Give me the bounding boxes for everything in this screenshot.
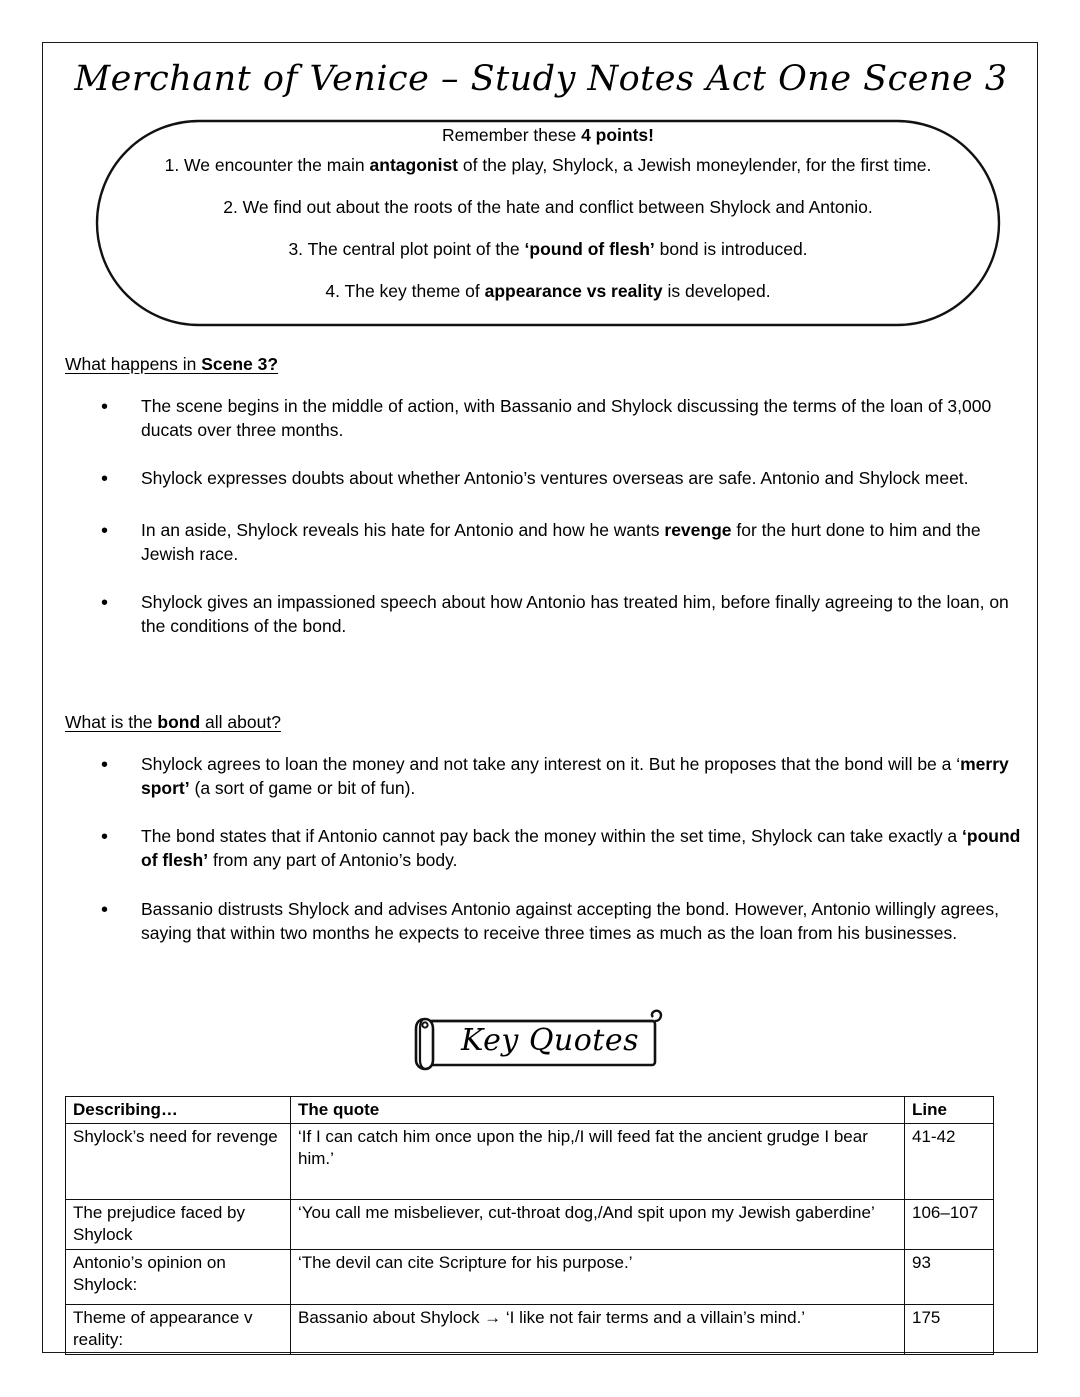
bullet-dot-icon: • (101, 826, 109, 849)
page-title: Merchant of Venice – Study Notes Act One Scene 3 (74, 59, 1008, 99)
page-border (42, 42, 1038, 1353)
callout-point-1: 1. We encounter the main antagonist of the play, Shylock, a Jewish moneylender, for the first time. (164, 155, 932, 175)
bullet-dot-icon: • (101, 898, 109, 921)
callout-heading-bold: 4 points! (581, 125, 654, 145)
list-item (93, 466, 1025, 494)
bullet-dot-icon: • (101, 519, 109, 542)
list-item-text: Shylock agrees to loan the money and not take any interest on it. But he proposes that the bond will be a ‘merry sport’ (a sort of game or bit of fun). (141, 754, 1009, 799)
callout-content (95, 119, 1001, 327)
callout-point-3: 3. The central plot point of the ‘pound of flesh’ bond is introduced. (288, 239, 808, 259)
cell-describing: The prejudice faced by Shylock (66, 1199, 291, 1249)
page-content (43, 43, 1039, 1354)
callout-point-4: 4. The key theme of appearance vs reality is developed. (325, 281, 771, 301)
cell-quote: Bassanio about Shylock → ‘I like not fair terms and a villain’s mind.’ (291, 1304, 905, 1354)
remember-points-callout (95, 119, 1001, 327)
cell-describing: Antonio’s opinion on Shylock: (66, 1249, 291, 1304)
key-quotes-banner (412, 1008, 672, 1074)
bullet-dot-icon: • (101, 396, 109, 418)
table-row (66, 1304, 994, 1354)
table-row (66, 1123, 994, 1199)
scene-summary-bullet-list (93, 394, 1025, 638)
table-row (66, 1249, 994, 1304)
table-row (66, 1199, 994, 1249)
list-item-text: Shylock gives an impassioned speech about how Antonio has treated him, before finally agreeing to the loan, on the conditions of the bond. (141, 592, 1009, 637)
column-header-quote: The quote (291, 1097, 905, 1124)
banner-label: Key Quotes (460, 1022, 640, 1058)
section-heading-bond: What is the bond all about? (65, 712, 281, 732)
list-item (93, 824, 1025, 872)
table-header-row (66, 1097, 994, 1124)
list-item-text: In an aside, Shylock reveals his hate for Antonio and how he wants revenge for the hurt done to him and the Jewish race. (141, 519, 981, 565)
list-item (93, 518, 1025, 566)
list-item-text: Bassanio distrusts Shylock and advises Antonio against accepting the bond. However, Antonio willingly agrees, saying that within two months he expects to receive three times as much as the loan from his businesses. (141, 898, 1000, 943)
cell-line: 106–107 (905, 1199, 994, 1249)
callout-point-2: 2. We find out about the roots of the hate and conflict between Shylock and Antonio. (223, 197, 873, 217)
list-item (93, 590, 1025, 638)
bond-bullet-list (93, 752, 1025, 945)
callout-heading (125, 125, 971, 146)
list-item (93, 752, 1025, 800)
cell-line: 175 (905, 1304, 994, 1354)
list-item-text: The scene begins in the middle of action, with Bassanio and Shylock discussing the terms of the loan of 3,000 ducats over three months. (141, 396, 992, 441)
cell-describing: Theme of appearance v reality: (66, 1304, 291, 1354)
cell-quote: ‘You call me misbeliever, cut-throat dog,/And spit upon my Jewish gaberdine’ (291, 1199, 905, 1249)
cell-describing: Shylock’s need for revenge (66, 1123, 291, 1199)
key-quotes-table (65, 1096, 994, 1355)
section-heading-scene-summary: What happens in Scene 3? (65, 354, 279, 374)
bullet-dot-icon: • (101, 468, 109, 491)
cell-line: 41-42 (905, 1123, 994, 1199)
cell-quote: ‘The devil can cite Scripture for his purpose.’ (291, 1249, 905, 1304)
column-header-describing: Describing… (66, 1097, 291, 1124)
list-item-text: Shylock expresses doubts about whether Antonio’s ventures overseas are safe. Antonio and Shylock meet. (141, 468, 969, 489)
list-item (93, 897, 1025, 945)
cell-quote: ‘If I can catch him once upon the hip,/I will feed fat the ancient grudge I bear him.’ (291, 1123, 905, 1199)
list-item (93, 394, 1025, 442)
bullet-dot-icon: • (101, 592, 109, 615)
callout-heading-prefix: Remember these (441, 125, 582, 145)
cell-line: 93 (905, 1249, 994, 1304)
column-header-line: Line (905, 1097, 994, 1124)
bullet-dot-icon: • (101, 754, 109, 776)
list-item-text: The bond states that if Antonio cannot pay back the money within the set time, Shylock can take exactly a ‘pound of flesh’ from any part of Antonio’s body. (141, 826, 1021, 871)
